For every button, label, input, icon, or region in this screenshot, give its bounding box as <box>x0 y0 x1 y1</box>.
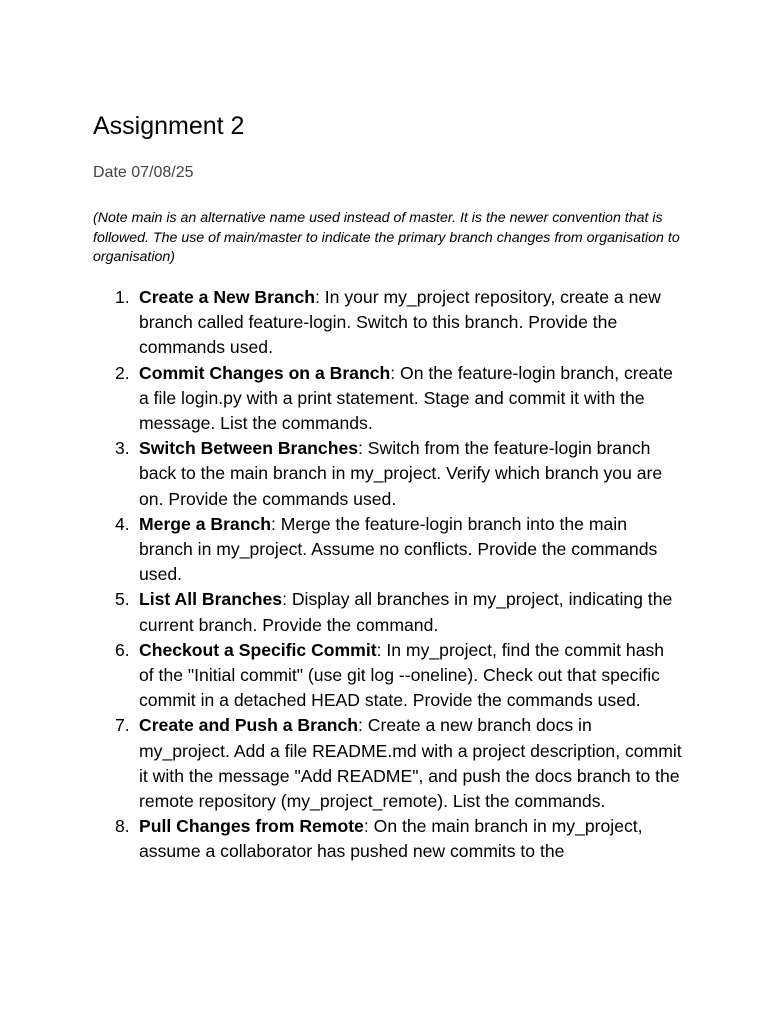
item-text: : On the main branch in my_project, assume a collaborator has pushed new commits to the <box>139 816 643 862</box>
list-item <box>93 638 683 714</box>
item-number: 8. <box>115 816 130 837</box>
item-heading: Commit Changes on a Branch <box>139 362 391 383</box>
item-heading: Create a New Branch <box>139 287 316 307</box>
date-line: Date 07/08/25 <box>93 164 194 181</box>
item-text: : Merge the feature-login branch into the main branch in my_project. Assume no conflicts. Provide the commands used. <box>139 513 658 585</box>
list-item <box>93 814 683 864</box>
item-text: : In your my_project repository, create a new branch called feature-login. Switch to this branch. Provide the commands used. <box>139 287 661 358</box>
item-number: 2. <box>115 362 130 383</box>
item-heading: List All Branches <box>139 589 283 610</box>
item-text: : In my_project, find the commit hash of the "Initial commit" (use git log --oneline). Check out that specific commit in a detached HEAD state. Provide the commands used. <box>139 639 665 711</box>
item-number: 5. <box>115 589 130 610</box>
list-item <box>93 512 683 588</box>
item-heading: Merge a Branch <box>139 513 271 534</box>
item-text: : Create a new branch docs in my_project. Add a file README.md with a project description, commit it with the message "Add README", and push the docs branch to the remote repository (my_project_remote). List the commands. <box>139 715 682 812</box>
item-number: 6. <box>115 639 130 660</box>
item-number: 7. <box>115 715 130 736</box>
list-item <box>93 361 683 437</box>
item-heading: Create and Push a Branch <box>139 715 359 736</box>
item-number: 1. <box>115 287 130 307</box>
item-heading: Switch Between Branches <box>139 438 359 459</box>
list-item <box>93 285 683 361</box>
task-list <box>93 285 683 865</box>
item-text: : On the feature-login branch, create a file login.py with a print statement. Stage and commit it with the message. List the commands. <box>139 362 673 434</box>
list-item <box>93 713 683 814</box>
item-text: : Switch from the feature-login branch back to the main branch in my_project. Verify which branch you are on. Provide the commands used. <box>139 438 663 509</box>
list-item <box>93 587 683 637</box>
item-number: 4. <box>115 513 130 534</box>
list-item <box>93 436 683 512</box>
item-heading: Pull Changes from Remote <box>139 816 364 837</box>
item-heading: Checkout a Specific Commit <box>139 639 377 660</box>
note-paragraph: (Note main is an alternative name used instead of master. It is the newer convention that is followed. The use of main/master to indicate the primary branch changes from organisation to organisation) <box>93 210 680 265</box>
page-title: Assignment 2 <box>93 112 245 140</box>
item-text: : Display all branches in my_project, indicating the current branch. Provide the command. <box>139 589 673 635</box>
item-number: 3. <box>115 438 130 459</box>
